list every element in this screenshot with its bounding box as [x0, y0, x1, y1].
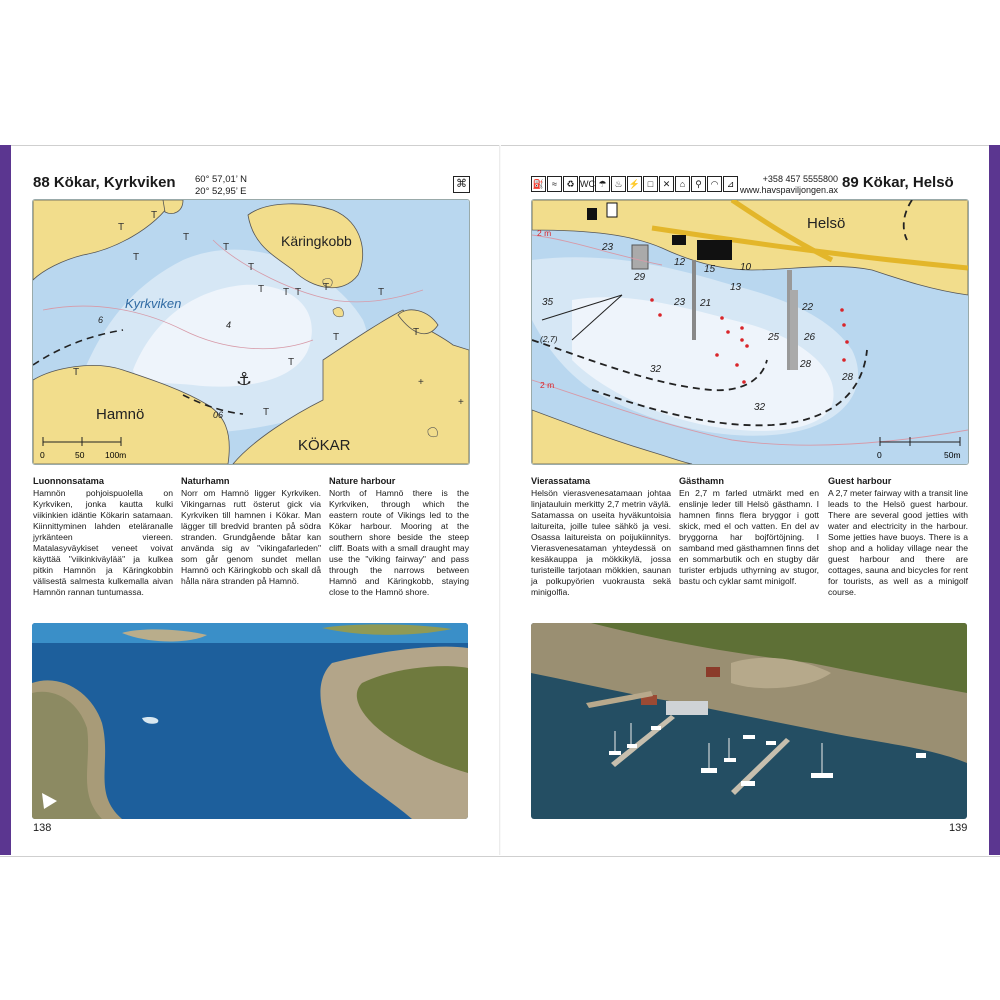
svg-text:26: 26	[804, 332, 816, 343]
right-chart-map	[531, 199, 969, 465]
svg-text:32: 32	[650, 364, 662, 375]
sauna-icon: ♨	[611, 176, 626, 192]
anchor-icon: ⚓	[236, 369, 253, 390]
right-page-edge	[989, 145, 1000, 855]
fuel-icon: ⛽	[531, 176, 546, 192]
svg-text:T: T	[248, 262, 255, 273]
latitude: 60° 57,01’ N	[195, 174, 248, 185]
left-chart-svg	[33, 200, 469, 464]
svg-text:50m: 50m	[944, 450, 961, 460]
svg-text:T: T	[118, 222, 125, 233]
text-column-en	[828, 476, 968, 598]
svg-text:100m: 100m	[105, 450, 127, 460]
text-column-en	[329, 476, 469, 598]
phone: +358 457 5555800	[762, 174, 838, 184]
svg-text:0: 0	[40, 450, 45, 460]
left-page-edge	[0, 145, 11, 855]
column-heading: Luonnonsatama	[33, 476, 104, 486]
shower-icon: ☂	[595, 176, 610, 192]
column-heading: Vierassatama	[531, 476, 591, 486]
svg-text:23: 23	[674, 297, 686, 308]
facility-icons	[531, 176, 738, 192]
map-label-kyrkviken: Kyrkviken	[125, 296, 182, 311]
text-column-fi	[33, 476, 173, 598]
map-label-hamnoe: Hamnö	[96, 406, 145, 423]
right-chart-svg	[532, 200, 968, 464]
svg-text:T: T	[413, 327, 420, 338]
depth-contour-label: 2 m	[540, 380, 555, 390]
coordinates	[195, 174, 247, 198]
contact-info	[738, 174, 838, 196]
map-label-koekar: KÖKAR	[298, 437, 351, 454]
svg-text:12: 12	[674, 257, 686, 268]
svg-text:T: T	[223, 242, 230, 253]
place-of-interest-icon: ⌘	[453, 176, 470, 193]
column-text: Hamnön pohjoispuolella on Kyrkviken, jonka kautta kulki viikinkien idäntie Kökarin satamaan. Kiinnittyminen lahden eteläranalle jyrkänteen viereen. Matalasyväykiset veneet voivat käyttää "viikinkiväylää" ja kulkea pitkin Hamnön ja Käringkobbin välisestä salmesta kulkemalla aivan Hamnön rannan tuntumassa.	[33, 488, 173, 597]
column-text: En 2,7 m farled utmärkt med en enslinje leder till Helsö gästhamn. I hamnen finns flera bryggor i gott skick, med el och vatten. En del av bryggorna har bojförtöjning. I samband med gästhamnen finns det en sommarbutik och en stugby där turister erbjuds uthyrning av stugor, bastu och cyklar samt minigolf.	[679, 488, 819, 586]
map-label-helsoe: Helsö	[807, 215, 846, 232]
column-text: Helsön vierasvenesatamaan johtaa linjatauluin merkitty 2,7 metrin väylä. Satamassa on useita hyväkuntoisia laitureita, joille tulee sähkö ja vesi. Osassa laitureista on poijukiinnitys. Vierasvenesataman yhteydessä on kesäkauppa ja mökkikylä, jossa turisteille tarjotaan mökkien, saunan ja polkupyörien vuokrausta sekä minigolfia.	[531, 488, 671, 597]
bicycle-icon: ⚲	[691, 176, 706, 192]
aerial-photo-kyrkviken	[32, 623, 468, 819]
svg-text:T: T	[258, 284, 265, 295]
water-icon: ≈	[547, 176, 562, 192]
svg-text:21: 21	[700, 298, 712, 309]
book-gutter	[499, 145, 501, 855]
svg-text:28: 28	[842, 372, 854, 383]
depth-label: 06	[213, 410, 224, 420]
svg-text:23: 23	[602, 242, 614, 253]
ramp-icon: ⊿	[723, 176, 738, 192]
page-number-left: 138	[33, 822, 52, 834]
svg-text:0: 0	[877, 450, 882, 460]
laundry-icon: □	[643, 176, 658, 192]
svg-text:32: 32	[754, 402, 766, 413]
longitude: 20° 52,95’ E	[195, 186, 247, 197]
column-text: A 2,7 meter fairway with a transit line leads to the Helsö guest harbour. There are several good jetties with water and electricity in the harbour. Some jetties have buoys. There is a shop and a holiday village near the guest harbour and there are cottages, sauna and bicycles for rent for tourists, as well as a minigolf course.	[828, 488, 968, 597]
page-number-right: 139	[949, 822, 968, 834]
website: www.havspaviljongen.ax	[739, 185, 838, 195]
svg-text:50: 50	[75, 450, 85, 460]
svg-text:(2,7): (2,7)	[540, 334, 558, 344]
toilet-icon: WC	[579, 176, 594, 192]
waste-icon: ♻	[563, 176, 578, 192]
column-heading: Guest harbour	[828, 476, 892, 486]
text-column-sv	[181, 476, 321, 587]
svg-text:T: T	[333, 332, 340, 343]
column-text: Norr om Hamnö ligger Kyrkviken. Vikingarnas rutt österut gick via Kyrkviken till hamnen i Kökar. Man lägger till bredvid branten på södra stranden. Grundgående båtar kan använda sig av "vikingafarleden" som går genom sundet mellan Hamnö och Käringkobb och skall då hålla nära stranden på Hamnö.	[181, 488, 321, 586]
depth-label: 6	[98, 315, 104, 325]
svg-text:T: T	[151, 210, 158, 221]
svg-text:13: 13	[730, 282, 742, 293]
svg-text:25: 25	[768, 332, 780, 343]
aerial-photo-helsoe	[531, 623, 967, 819]
svg-text:T: T	[323, 282, 330, 293]
svg-text:10: 10	[740, 262, 752, 273]
column-heading: Gästhamn	[679, 476, 724, 486]
svg-text:15: 15	[704, 264, 716, 275]
restaurant-icon: ✕	[659, 176, 674, 192]
svg-text:T: T	[73, 367, 80, 378]
svg-text:T: T	[263, 407, 270, 418]
left-page-title: 88 Kökar, Kyrkviken	[33, 174, 176, 191]
svg-text:35: 35	[542, 297, 554, 308]
svg-text:T: T	[295, 287, 302, 298]
svg-text:T: T	[288, 357, 295, 368]
text-column-fi	[531, 476, 671, 598]
svg-text:+: +	[418, 377, 424, 388]
shop-icon: ⌂	[675, 176, 690, 192]
map-label-kaeringkobb: Käringkobb	[281, 233, 352, 249]
svg-text:T: T	[133, 252, 140, 263]
depth-label: 4	[226, 320, 232, 330]
column-heading: Nature harbour	[329, 476, 396, 486]
electricity-icon: ⚡	[627, 176, 642, 192]
right-page-title: 89 Kökar, Helsö	[842, 174, 954, 191]
left-chart-map	[32, 199, 470, 465]
column-heading: Naturhamn	[181, 476, 230, 486]
svg-text:22: 22	[802, 302, 814, 313]
svg-text:T: T	[183, 232, 190, 243]
svg-text:28: 28	[800, 359, 812, 370]
wifi-icon: ◠	[707, 176, 722, 192]
svg-text:T: T	[283, 287, 290, 298]
svg-text:29: 29	[634, 272, 646, 283]
depth-contour-label: 2 m	[537, 228, 552, 238]
column-text: North of Hamnö there is the Kyrkviken, through which the eastern route of Vikings led to the Kökar harbour. Mooring at the southern shore beside the steep cliff. Boats with a small draught may use the "viking fairway" and pass through the narrows between Hamnö and Käringkobb, staying close to the Hamnö shore.	[329, 488, 469, 597]
text-column-sv	[679, 476, 819, 587]
svg-text:T: T	[378, 287, 385, 298]
svg-text:+: +	[458, 397, 464, 408]
